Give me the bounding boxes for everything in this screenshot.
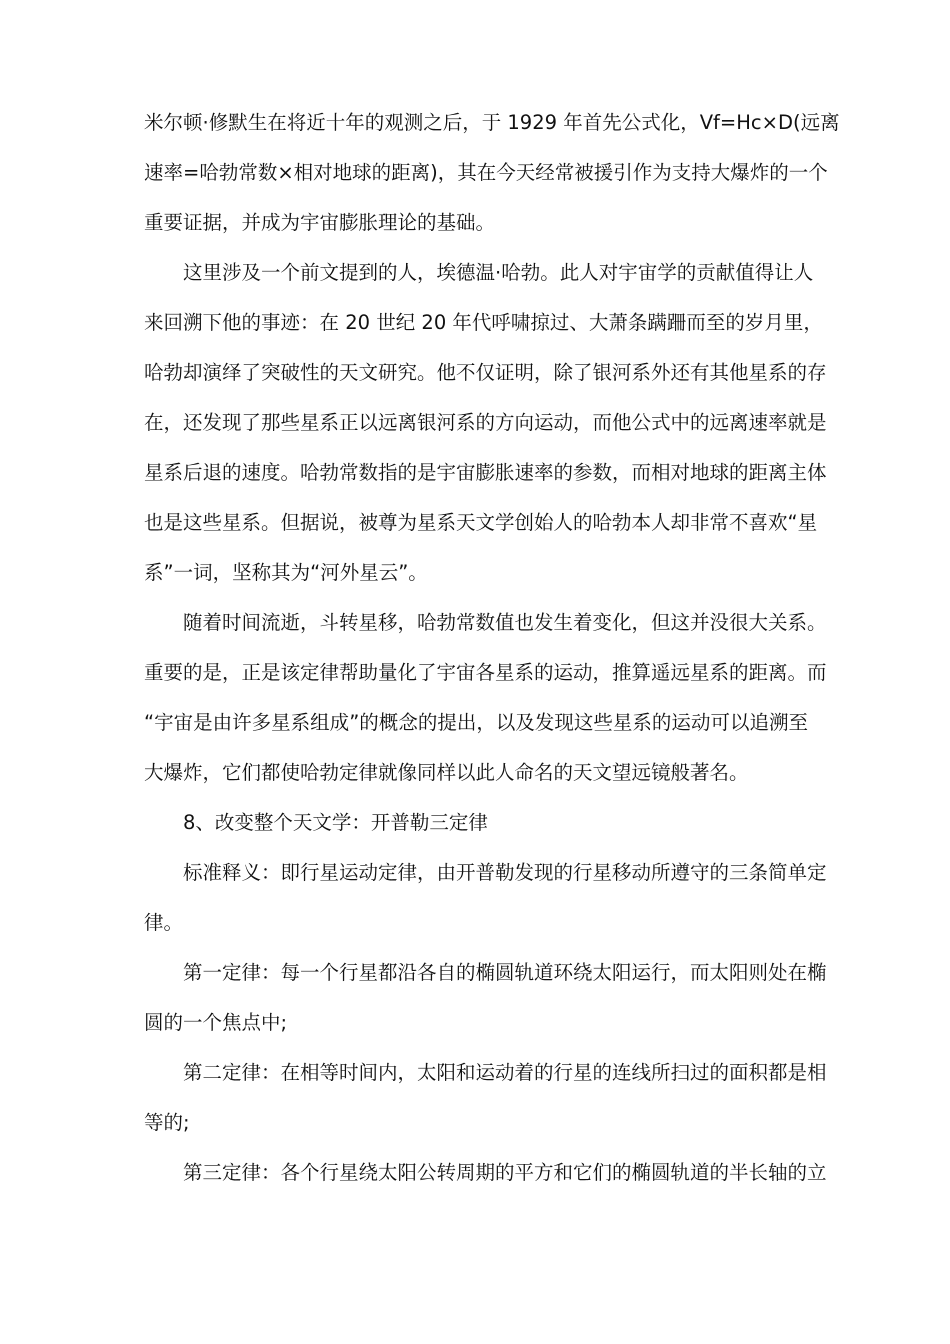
text-line: 哈勃却演绎了突破性的天文研究。他不仅证明，除了银河系外还有其他星系的存 (144, 361, 827, 384)
document-page (144, 100, 840, 1200)
section-heading-kepler (144, 800, 808, 850)
paragraph-hubble-constant (144, 600, 827, 800)
text-line: 随着时间流逝，斗转星移，哈勃常数值也发生着变化，但这并没很大关系。 (183, 611, 827, 634)
text-line: 大爆炸，它们都使哈勃定律就像同样以此人命名的天文望远镜般著名。 (144, 761, 749, 784)
paragraph-first-law (144, 950, 827, 1050)
paragraph-hubble-formula (144, 100, 840, 250)
text-line: 也是这些星系。但据说，被尊为星系天文学创始人的哈勃本人却非常不喜欢“星 (144, 511, 818, 534)
text-line: 第一定律：每一个行星都沿各自的椭圆轨道环绕太阳运行，而太阳则处在椭 (183, 961, 827, 984)
text-line: 来回溯下他的事迹：在 20 世纪 20 年代呼啸掠过、大萧条蹒跚而至的岁月里， (144, 311, 823, 334)
text-line: 第三定律：各个行星绕太阳公转周期的平方和它们的椭圆轨道的半长轴的立 (183, 1161, 827, 1184)
text-line: 系”一词，坚称其为“河外星云”。 (144, 561, 428, 584)
paragraph-third-law (144, 1150, 827, 1200)
text-line: “宇宙是由许多星系组成”的概念的提出，以及发现这些星系的运动可以追溯至 (144, 711, 808, 734)
text-line: 速率=哈勃常数×相对地球的距离)，其在今天经常被援引作为支持大爆炸的一个 (144, 161, 828, 184)
paragraph-edwin-hubble (144, 250, 827, 600)
text-line: 律。 (144, 911, 184, 934)
text-line: 标准释义：即行星运动定律，由开普勒发现的行星移动所遵守的三条简单定 (183, 861, 827, 884)
text-line: 重要的是，正是该定律帮助量化了宇宙各星系的运动，推算遥远星系的距离。而 (144, 661, 827, 684)
text-line: 圆的一个焦点中; (144, 1011, 288, 1034)
text-line: 重要证据，并成为宇宙膨胀理论的基础。 (144, 211, 496, 234)
text-line: 这里涉及一个前文提到的人，埃德温·哈勃。此人对宇宙学的贡献值得让人 (183, 261, 814, 284)
text-line: 星系后退的速度。哈勃常数指的是宇宙膨胀速率的参数，而相对地球的距离主体 (144, 461, 827, 484)
text-line: 在，还发现了那些星系正以远离银河系的方向运动，而他公式中的远离速率就是 (144, 411, 827, 434)
paragraph-second-law (144, 1050, 827, 1150)
text-line: 第二定律：在相等时间内，太阳和运动着的行星的连线所扫过的面积都是相 (183, 1061, 827, 1084)
text-line: 等的; (144, 1111, 190, 1134)
text-line: 米尔顿·修默生在将近十年的观测之后，于 1929 年首先公式化，Vf=Hc×D(远离 (144, 111, 840, 134)
text-line: 8、改变整个天文学：开普勒三定律 (183, 811, 488, 834)
paragraph-standard-definition (144, 850, 827, 950)
